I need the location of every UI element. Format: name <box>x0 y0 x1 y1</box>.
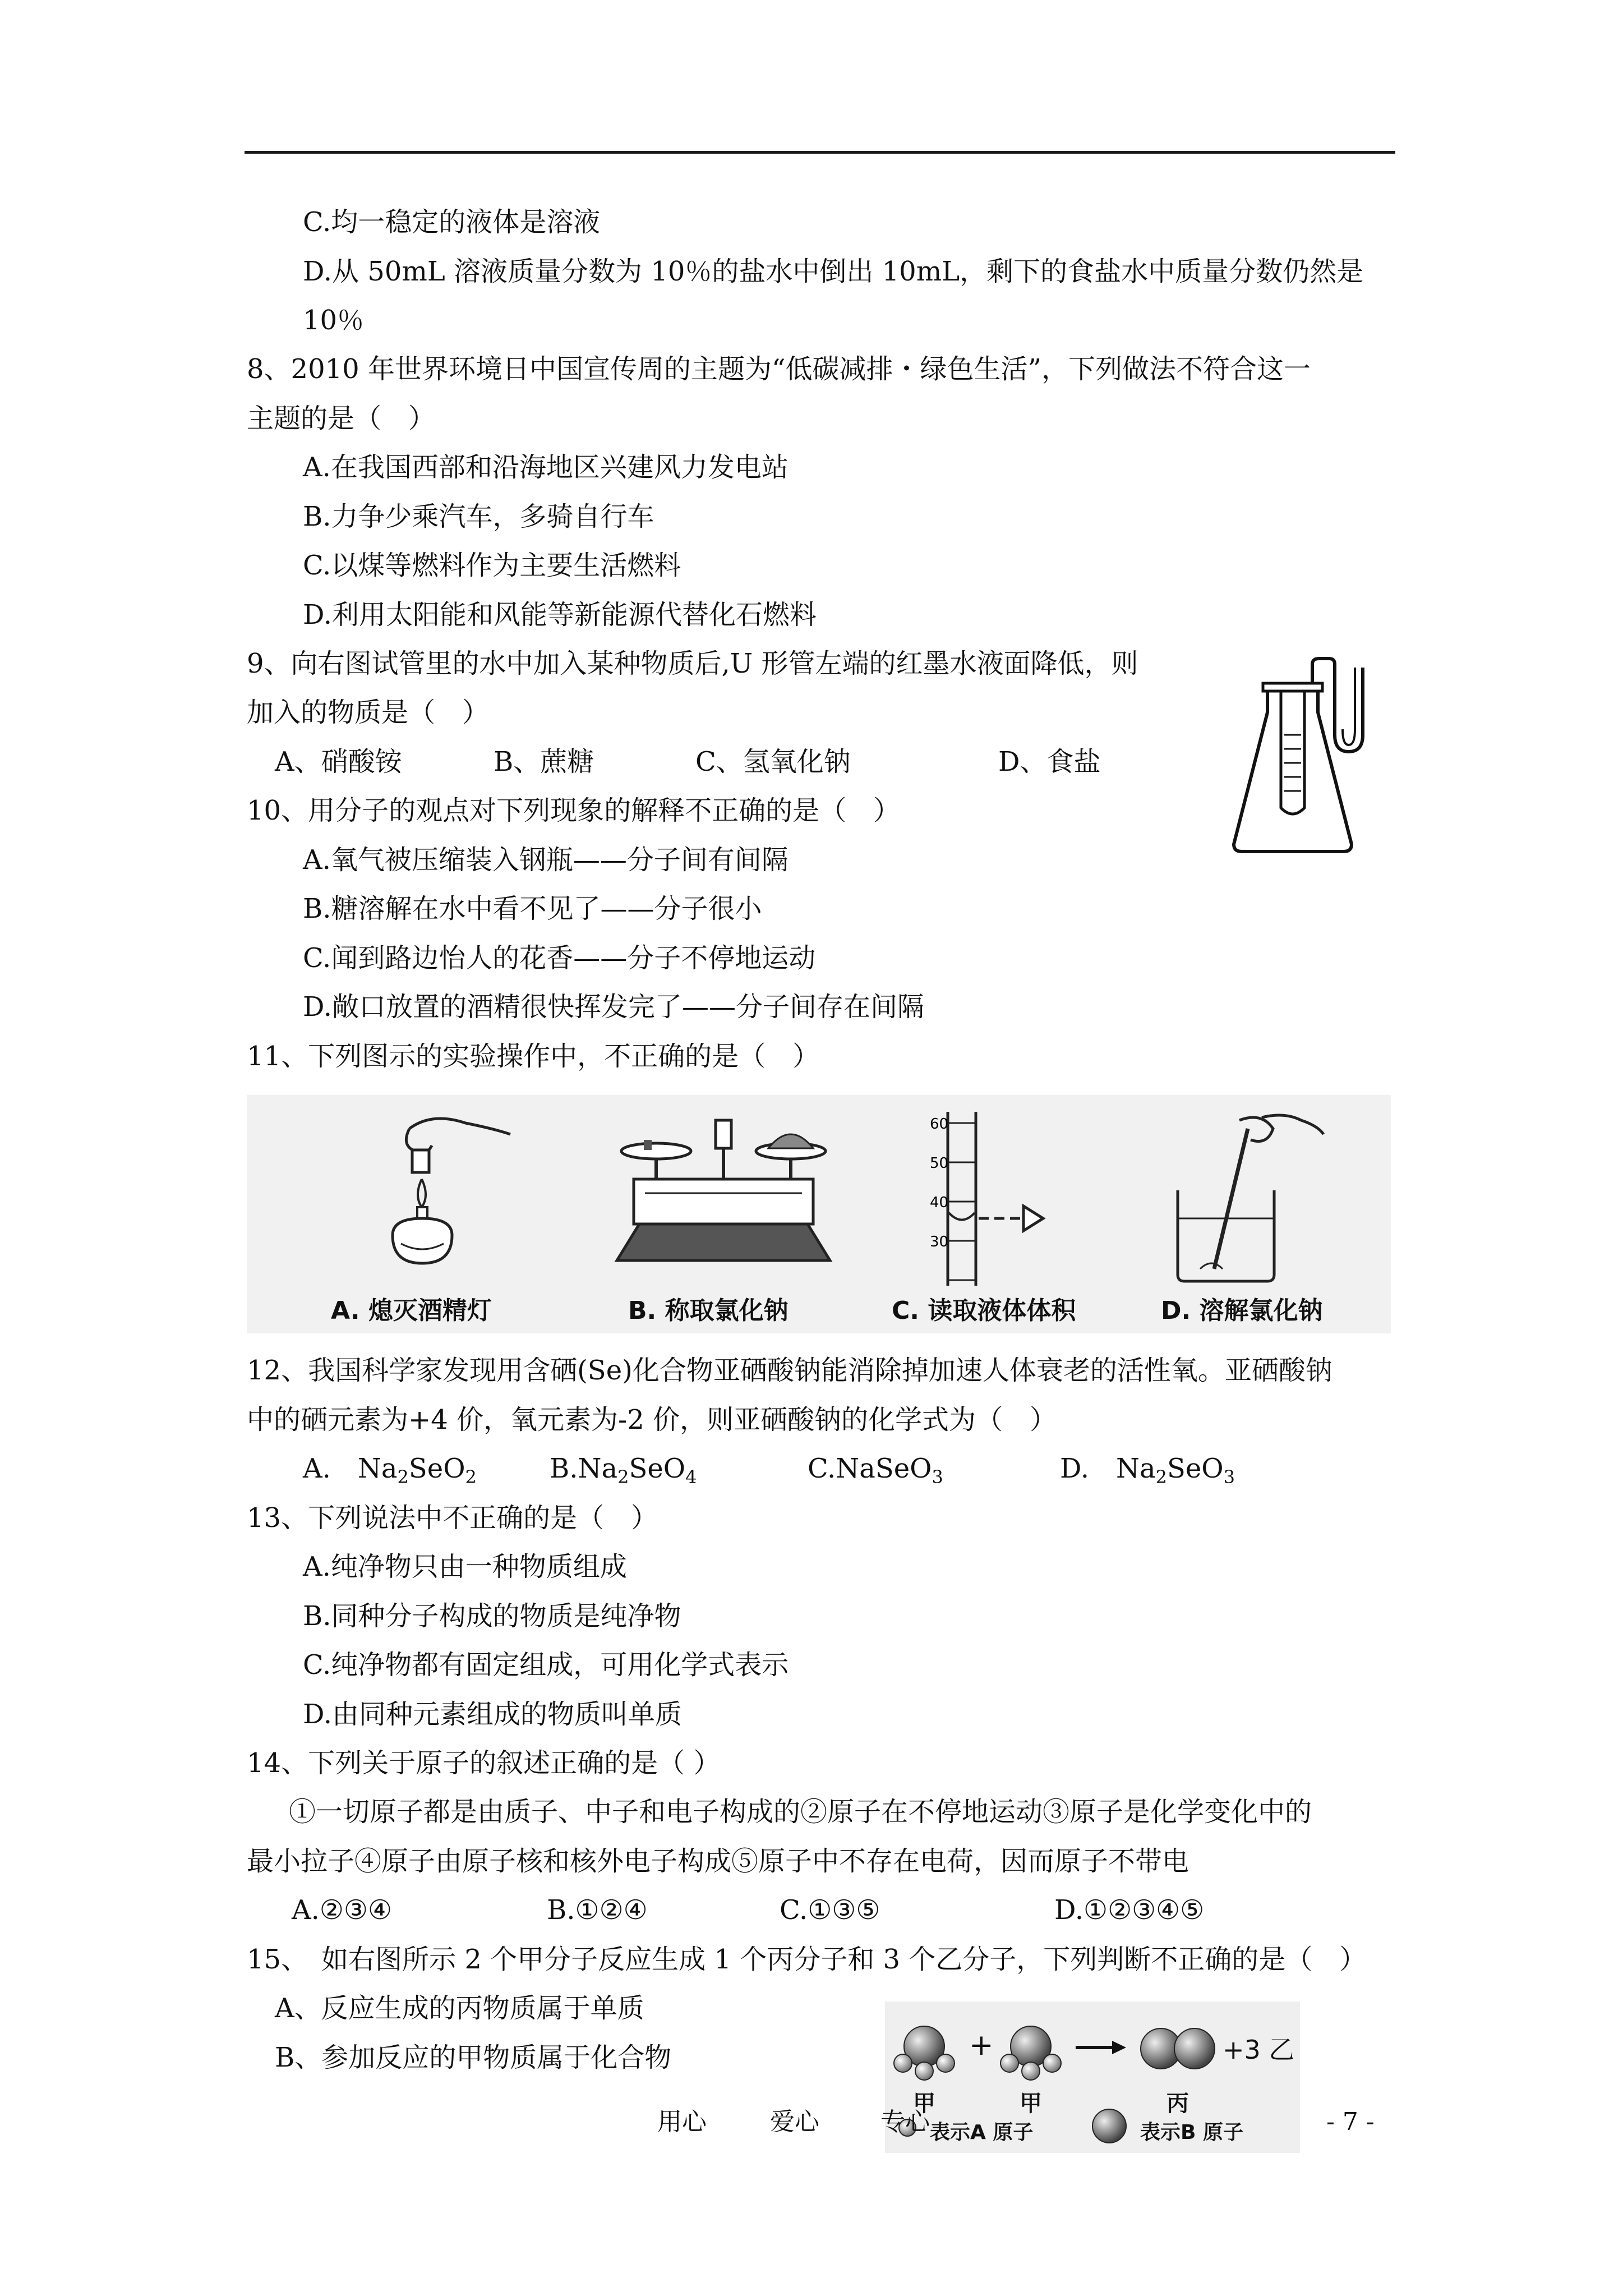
page-number: - 7 - <box>1326 2108 1375 2136</box>
label-jia-2: 甲 <box>1020 2090 1042 2116</box>
q9-option-b: B、蔗糖 <box>494 746 594 777</box>
q12-option-b: $B.Na_2SeO_4$ <box>550 1453 697 1488</box>
header-rule <box>245 151 1395 154</box>
q10-stem: 10、用分子的观点对下列现象的解释不正确的是（ ） <box>247 795 901 826</box>
q14-option-b: B.①②④ <box>547 1894 648 1926</box>
q8-stem-line2: 主题的是（ ） <box>247 403 436 434</box>
q12-stem-line1: 12、我国科学家发现用含硒(Se)化合物亚硒酸钠能消除掉加速人体衰老的活性氧。亚硒酸钠 <box>247 1355 1332 1386</box>
q14-body-line1: ①一切原子都是由质子、中子和电子构成的②原子在不停地运动③原子是化学变化中的 <box>289 1796 1312 1828</box>
q9-option-a: A、硝酸铵 <box>275 746 402 777</box>
cylinder-tick-30: 30 <box>930 1234 949 1250</box>
q12-option-c: C.NaSeO$_3$ <box>808 1453 943 1488</box>
q13-option-b: B.同种分子构成的物质是纯净物 <box>303 1600 681 1632</box>
alcohol-lamp-icon <box>348 1106 516 1280</box>
q8-option-c: C.以煤等燃料作为主要生活燃料 <box>303 550 681 581</box>
cylinder-tick-50: 50 <box>930 1155 949 1172</box>
q9-stem-line2: 加入的物质是（ ） <box>247 697 490 728</box>
reaction-figure <box>885 2001 1300 2153</box>
q10-option-b: B.糖溶解在水中看不见了——分子很小 <box>303 893 762 924</box>
q8-stem-line1: 8、2010 年世界环境日中国宣传周的主题为“低碳减排・绿色生活”，下列做法不符合这一 <box>247 353 1311 385</box>
flask-u-tube-figure <box>1223 656 1380 858</box>
label-bing: 丙 <box>1166 2090 1189 2116</box>
lab-operations-figure <box>247 1095 1391 1333</box>
q13-option-c: C.纯净物都有固定组成，可用化学式表示 <box>303 1649 789 1681</box>
q9-option-c: C、氢氧化钠 <box>695 746 851 777</box>
q14-body-line2: 最小拉子④原子由原子核和核外电子构成⑤原子中不存在电荷，因而原子不带电 <box>247 1846 1189 1877</box>
q10-option-a: A.氧气被压缩装入钢瓶——分子间有间隔 <box>303 844 789 876</box>
q13-option-a: A.纯净物只由一种物质组成 <box>303 1551 627 1582</box>
q7-option-c: C.均一稳定的液体是溶液 <box>303 206 601 238</box>
label-jia-1: 甲 <box>913 2090 935 2116</box>
graduated-cylinder-icon <box>909 1106 1054 1291</box>
footer-word-2: 爱心 <box>770 2108 819 2136</box>
q7-option-d-line1: D.从 50mL 溶液质量分数为 10％的盐水中倒出 10mL，剩下的食盐水中质量分数仍然是 <box>303 256 1364 287</box>
caption-d: D. 溶解氯化钠 <box>1161 1296 1323 1325</box>
q8-option-d: D.利用太阳能和风能等新能源代替化石燃料 <box>303 599 817 631</box>
q14-option-c: C.①③⑤ <box>780 1894 880 1926</box>
q11-stem: 11、下列图示的实验操作中，不正确的是（ ） <box>247 1041 820 1072</box>
q7-option-d-line2: 10％ <box>303 305 365 336</box>
q9-option-d: D、食盐 <box>998 746 1101 777</box>
q12-option-a: A. $Na_2SeO_2$ <box>303 1453 477 1488</box>
q12-stem-line2: 中的硒元素为+4 价，氧元素为-2 价，则亚硒酸钠的化学式为（ ） <box>247 1404 1057 1435</box>
q14-option-d: D.①②③④⑤ <box>1054 1894 1205 1926</box>
balance-icon <box>611 1109 847 1283</box>
caption-a: A. 熄灭酒精灯 <box>331 1296 492 1325</box>
cylinder-tick-60: 60 <box>930 1116 949 1133</box>
cylinder-tick-40: 40 <box>930 1194 949 1211</box>
q10-option-d: D.敞口放置的酒精很快挥发完了——分子间存在间隔 <box>303 991 925 1023</box>
q9-stem-line1: 9、向右图试管里的水中加入某种物质后,U 形管左端的红墨水液面降低，则 <box>247 648 1138 679</box>
q13-option-d: D.由同种元素组成的物质叫单质 <box>303 1699 683 1730</box>
legend-b-atom: 表示B 原子 <box>1140 2121 1243 2144</box>
caption-c: C. 读取液体体积 <box>892 1296 1076 1325</box>
footer-word-3: 专心 <box>880 2108 930 2136</box>
q12-option-d: D. $Na_2SeO_3$ <box>1060 1453 1235 1488</box>
q8-option-a: A.在我国西部和沿海地区兴建风力发电站 <box>303 452 789 483</box>
q15-stem: 15、 如右图所示 2 个甲分子反应生成 1 个丙分子和 3 个乙分子，下列判断不正确的是（ ） <box>247 1944 1367 1975</box>
caption-b: B. 称取氯化钠 <box>628 1296 789 1325</box>
plus-sign: + <box>969 2028 994 2062</box>
q14-stem: 14、下列关于原子的叙述正确的是（ ） <box>247 1747 721 1779</box>
q8-option-b: B.力争少乘汽车，多骑自行车 <box>303 501 654 532</box>
q15-option-a: A、反应生成的丙物质属于单质 <box>275 1993 644 2024</box>
q15-option-b: B、参加反应的甲物质属于化合物 <box>275 2042 672 2073</box>
q13-stem: 13、下列说法中不正确的是（ ） <box>247 1502 658 1534</box>
plus-three-yi: +3 乙 <box>1223 2035 1295 2065</box>
q10-option-c: C.闻到路边怡人的花香——分子不停地运动 <box>303 942 816 974</box>
legend-a-atom: 表示A 原子 <box>930 2121 1034 2144</box>
footer-word-1: 用心 <box>657 2108 707 2136</box>
q14-option-a: A.②③④ <box>292 1894 393 1926</box>
beaker-stirring-icon <box>1155 1106 1335 1291</box>
